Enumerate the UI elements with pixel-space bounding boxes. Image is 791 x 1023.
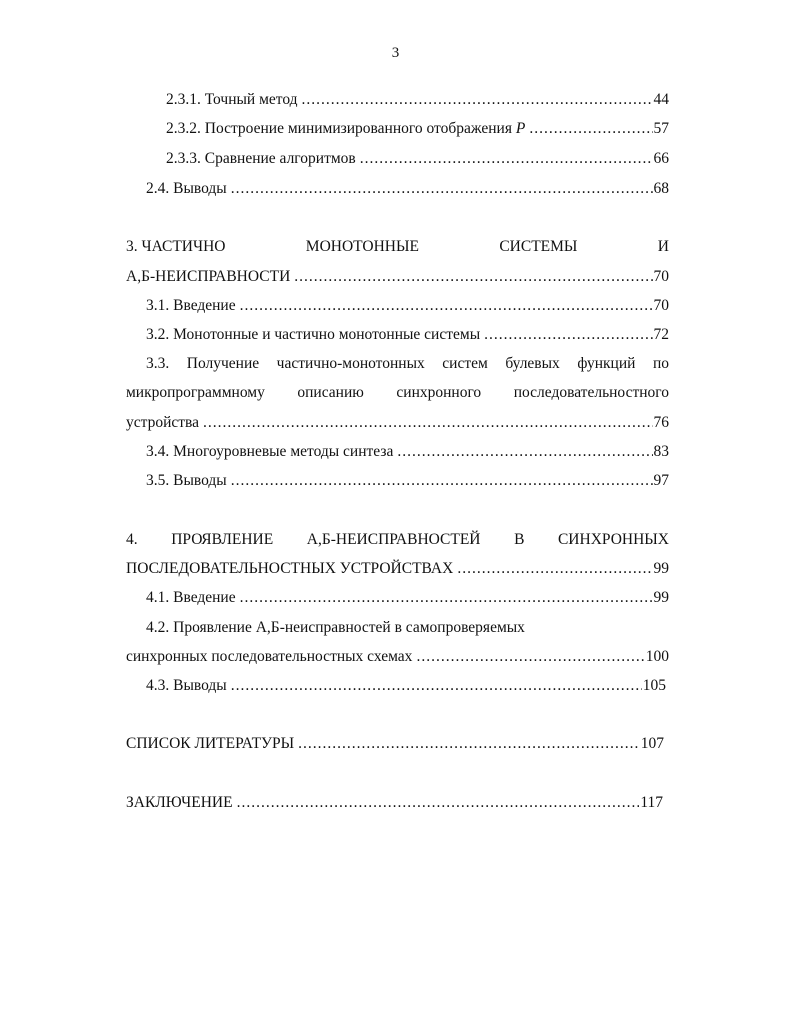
toc-leader-dots (360, 148, 653, 170)
toc-title-text: 2.3.2. Построение минимизированного отображения (166, 120, 512, 137)
toc-word: МОНОТОННЫЕ (305, 238, 419, 255)
toc-word: ПРОЯВЛЕНИЕ (171, 531, 274, 548)
toc-title: 3.1. Введение (146, 297, 236, 314)
toc-word: булевых (505, 355, 560, 372)
toc-word: по (652, 355, 669, 372)
toc-page: 66 (653, 150, 669, 167)
toc-page: 72 (653, 326, 669, 343)
toc-entry-4-2-line1[interactable]: 4.2. Проявление А,Б-неисправностей в самопроверяемых (146, 619, 525, 636)
toc-title: 4.3. Выводы (146, 677, 227, 694)
toc-word: микропрограммному (126, 384, 265, 401)
toc-word: описанию (297, 384, 364, 401)
toc-word: 3. ЧАСТИЧНО (126, 238, 226, 255)
toc-entry-references[interactable] (126, 733, 664, 755)
toc-leader-dots (240, 295, 653, 317)
toc-entry-3-3-line3[interactable] (126, 412, 669, 434)
toc-leader-dots (294, 266, 652, 288)
toc-leader-dots (240, 587, 653, 609)
toc-entry-4-1[interactable] (146, 587, 669, 609)
toc-word: Получение (186, 355, 260, 372)
toc-leader-dots (484, 324, 652, 346)
toc-page: 117 (640, 794, 663, 811)
toc-page: 100 (645, 648, 669, 665)
toc-entry-2-3-3[interactable] (166, 148, 669, 170)
toc-title: 3.2. Монотонные и частично монотонные системы (146, 326, 481, 343)
toc-word: частично-монотонных (276, 355, 425, 372)
toc-word: СИСТЕМЫ (499, 238, 578, 255)
toc-entry-3-5[interactable] (146, 470, 669, 492)
toc-leader-dots (416, 646, 644, 668)
toc-page: 70 (653, 268, 669, 285)
toc-title: 2.4. Выводы (146, 180, 227, 197)
toc-title: синхронных последовательностных схемах (126, 648, 413, 665)
toc-word: функций (577, 355, 636, 372)
toc-entry-3-2[interactable] (146, 324, 669, 346)
toc-title: 3.5. Выводы (146, 472, 227, 489)
toc-word: И (657, 238, 669, 255)
toc-title: ЗАКЛЮЧЕНИЕ (126, 794, 233, 811)
toc-page: 99 (653, 560, 669, 577)
toc-word: последовательностного (513, 384, 669, 401)
toc-chapter-3-line1[interactable] (126, 236, 669, 258)
toc-leader-dots (231, 470, 653, 492)
toc-entry-3-3-line1[interactable] (146, 353, 669, 375)
toc-leader-dots (237, 792, 640, 814)
toc-chapter-4-line2[interactable] (126, 558, 669, 580)
toc-leader-dots (397, 441, 652, 463)
toc-chapter-3-line2[interactable] (126, 266, 669, 288)
toc-page: 107 (640, 735, 664, 752)
toc-page: 99 (653, 589, 669, 606)
toc-leader-dots (231, 675, 642, 697)
toc-leader-dots (457, 558, 652, 580)
toc-title-variable: P (515, 120, 526, 137)
toc-title: устройства (126, 414, 200, 431)
toc-word: синхронного (396, 384, 482, 401)
toc-title: 2.3.1. Точный метод (166, 91, 298, 108)
toc-page: 68 (653, 180, 669, 197)
toc-page: 97 (653, 472, 669, 489)
toc-entry-3-1[interactable] (146, 295, 669, 317)
toc-word: 3.3. (146, 355, 170, 372)
toc-leader-dots (529, 118, 652, 140)
toc-page: 57 (653, 120, 669, 137)
toc-entry-conclusion[interactable] (126, 792, 663, 814)
toc-title: 3.4. Многоуровневые методы синтеза (146, 443, 394, 460)
toc-word: систем (442, 355, 488, 372)
toc-title: 2.3.3. Сравнение алгоритмов (166, 150, 356, 167)
toc-leader-dots (302, 89, 653, 111)
toc-title: 4.1. Введение (146, 589, 236, 606)
toc-page: 105 (642, 677, 666, 694)
toc-page: 44 (653, 91, 669, 108)
toc-entry-2-3-1[interactable] (166, 89, 669, 111)
toc-word: 4. (126, 531, 138, 548)
toc-page: 76 (653, 414, 669, 431)
toc-word: А,Б-НЕИСПРАВНОСТЕЙ (306, 531, 481, 548)
toc-entry-4-3[interactable] (146, 675, 666, 697)
toc-title: ПОСЛЕДОВАТЕЛЬНОСТНЫХ УСТРОЙСТВАХ (126, 560, 454, 577)
toc-word: СИНХРОННЫХ (557, 531, 669, 548)
toc-entry-3-4[interactable] (146, 441, 669, 463)
toc-entry-2-4[interactable] (146, 178, 669, 200)
toc-title: А,Б-НЕИСПРАВНОСТИ (126, 268, 291, 285)
toc-chapter-4-line1[interactable] (126, 529, 669, 551)
toc-entry-4-2-line2[interactable] (126, 646, 669, 668)
toc-page: 70 (653, 297, 669, 314)
toc-leader-dots (298, 733, 640, 755)
toc-page: 83 (653, 443, 669, 460)
toc-entry-2-3-2[interactable] (166, 118, 669, 140)
toc-leader-dots (203, 412, 652, 434)
toc-word: В (514, 531, 525, 548)
page-number: 3 (391, 45, 400, 61)
toc-title: СПИСОК ЛИТЕРАТУРЫ (126, 735, 295, 752)
toc-title (166, 118, 525, 140)
toc-entry-3-3-line2[interactable] (126, 382, 669, 404)
toc-leader-dots (231, 178, 653, 200)
